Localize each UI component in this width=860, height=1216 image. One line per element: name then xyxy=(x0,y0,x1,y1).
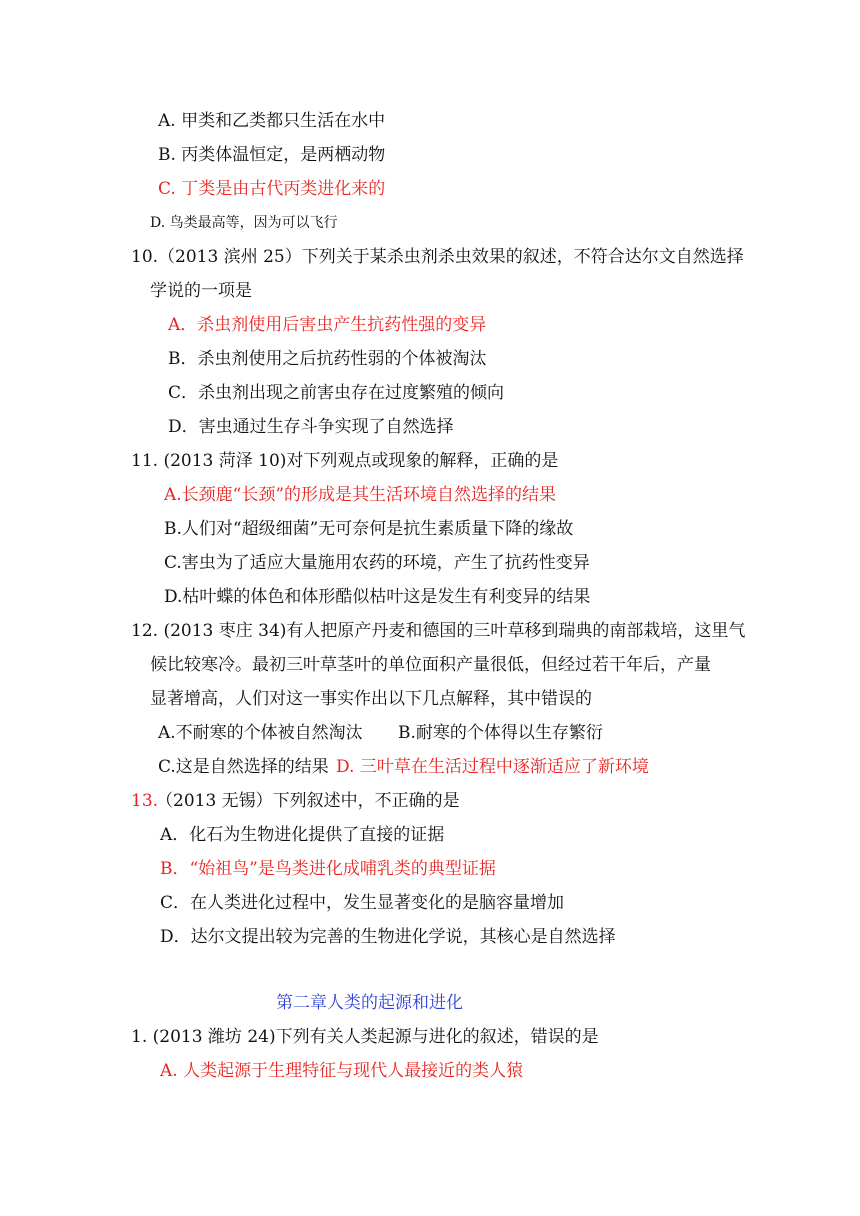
q9-option-a: A. 甲类和乙类都只生活在水中 xyxy=(158,111,386,131)
q11-option-a-answer: A.长颈鹿“长颈”的形成是其生活环境自然选择的结果 xyxy=(164,485,557,505)
q9-option-d: D. 鸟类最高等，因为可以飞行 xyxy=(150,215,338,231)
q10-option-b: B．杀虫剂使用之后抗药性弱的个体被淘汰 xyxy=(168,349,487,369)
q12-stem-line-1: 12. (2013 枣庄 34)有人把原产丹麦和德国的三叶草移到瑞典的南部栽培，这里气 xyxy=(131,621,746,641)
q11-option-d: D.枯叶蝶的体色和体形酷似枯叶这是发生有利变异的结果 xyxy=(164,587,591,607)
c2-q1-option-a-answer: A. 人类起源于生理特征与现代人最接近的类人猿 xyxy=(160,1061,524,1081)
q13-option-b-answer: B．“始祖鸟”是鸟类进化成哺乳类的典型证据 xyxy=(160,859,496,879)
q11-option-c: C.害虫为了适应大量施用农药的环境，产生了抗药性变异 xyxy=(164,553,590,573)
q10-option-a-answer: A．杀虫剂使用后害虫产生抗药性强的变异 xyxy=(168,315,487,335)
q10-option-c: C．杀虫剂出现之前害虫存在过度繁殖的倾向 xyxy=(168,383,505,403)
q9-option-c-answer: C. 丁类是由古代丙类进化来的 xyxy=(158,179,386,199)
q11-option-b: B.人们对“超级细菌”无可奈何是抗生素质量下降的缘故 xyxy=(164,519,574,539)
q13-option-c: C．在人类进化过程中，发生显著变化的是脑容量增加 xyxy=(160,893,565,913)
q13-number: 13. xyxy=(131,791,159,811)
q12-stem-line-2: 候比较寒冷。最初三叶草茎叶的单位面积产量很低，但经过若干年后，产量 xyxy=(150,655,711,675)
c2-q1-stem: 1. (2013 潍坊 24)下列有关人类起源与进化的叙述，错误的是 xyxy=(131,1027,599,1047)
q10-option-d: D．害虫通过生存斗争实现了自然选择 xyxy=(168,417,454,437)
chapter-title: 第二章人类的起源和进化 xyxy=(276,993,463,1013)
q12-stem-line-3: 显著增高，人们对这一事实作出以下几点解释，其中错误的 xyxy=(150,689,592,709)
q13-option-a: A．化石为生物进化提供了直接的证据 xyxy=(160,825,445,845)
q12-option-d-answer: D. 三叶草在生活过程中逐渐适应了新环境 xyxy=(336,757,649,777)
q9-option-b: B. 丙类体温恒定，是两栖动物 xyxy=(158,145,386,165)
q13-stem: （2013 无锡）下列叙述中，不正确的是 xyxy=(156,791,460,811)
q11-stem: 11. (2013 菏泽 10)对下列观点或现象的解释，正确的是 xyxy=(131,451,559,471)
q10-stem-line-2: 学说的一项是 xyxy=(150,281,252,301)
q12-option-c: C.这是自然选择的结果 xyxy=(158,757,329,777)
q12-option-a: A.不耐寒的个体被自然淘汰 xyxy=(158,723,363,743)
q12-option-b: B.耐寒的个体得以生存繁衍 xyxy=(398,723,603,743)
q10-stem-line-1: 10.（2013 滨州 25）下列关于某杀虫剂杀虫效果的叙述，不符合达尔文自然选择 xyxy=(131,247,744,267)
q13-option-d: D．达尔文提出较为完善的生物进化学说，其核心是自然选择 xyxy=(160,927,616,947)
